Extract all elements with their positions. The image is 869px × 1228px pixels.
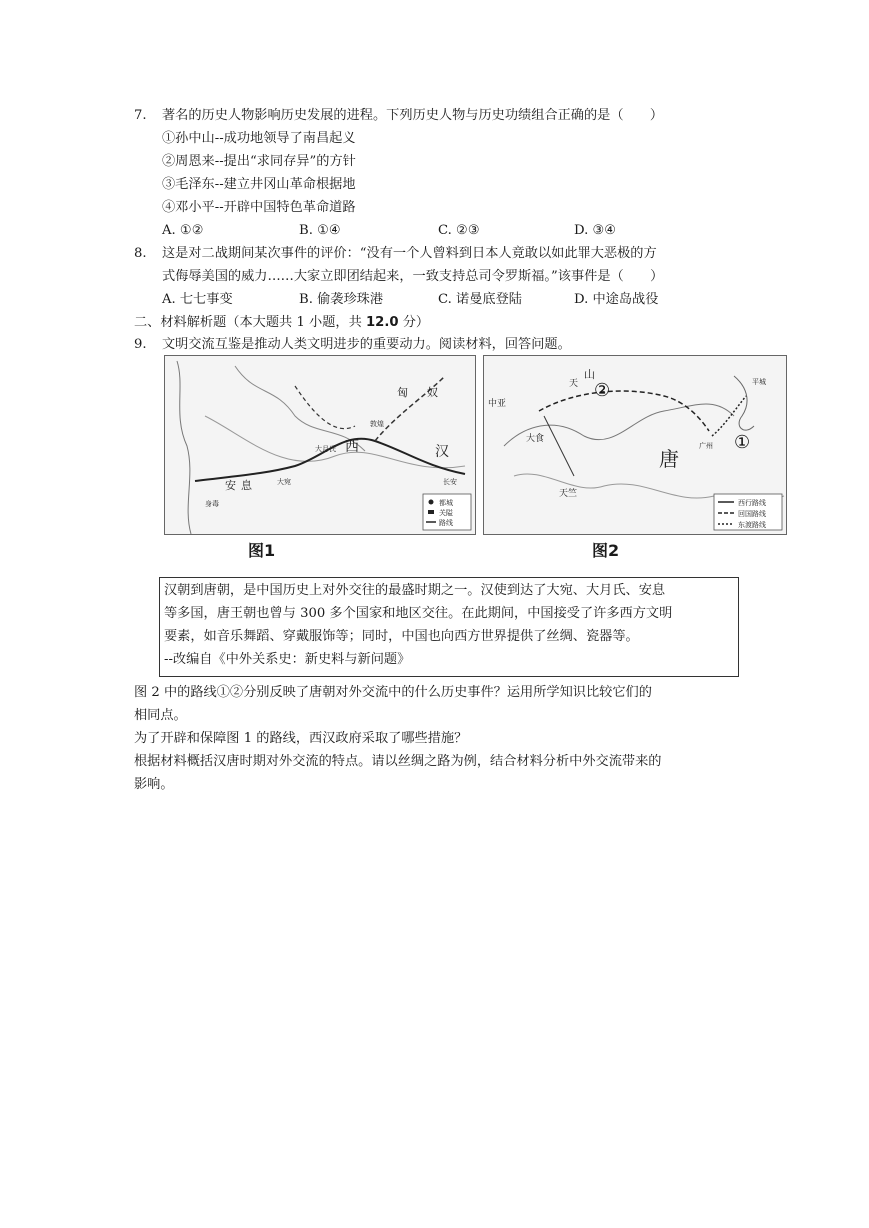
q8-stem-line2: 式侮辱美国的威力……大家立即团结起来，一致支持总司令罗斯福。”该事件是（ ） xyxy=(162,269,664,284)
fig1-label: 身毒 xyxy=(205,500,219,508)
q9-subquestion-1: 图 2 中的路线①②分别反映了唐朝对外交流中的什么历史事件？运用所学知识比较它们的 xyxy=(134,685,652,700)
q8-number: 8. xyxy=(134,246,147,261)
fig1-label: 安 xyxy=(225,479,236,492)
capital-marker-icon xyxy=(429,500,434,505)
pass-marker-icon xyxy=(428,510,434,514)
q9-subquestion-2: 为了开辟和保障图 1 的路线，西汉政府采取了哪些措施？ xyxy=(134,731,468,746)
route-west xyxy=(544,416,574,476)
fig2-label: 山 xyxy=(584,368,595,381)
q8-stem-line1: 这是对二战期间某次事件的评价：“没有一个人曾料到日本人竟敢以如此罪大恶极的方 xyxy=(162,246,657,261)
fig2-label: 广州 xyxy=(699,442,713,450)
fig1-label: 大月氏 xyxy=(315,445,336,453)
fig2-label: 大食 xyxy=(526,434,545,444)
fig1-label: 匈 xyxy=(397,386,408,399)
q8-option-a[interactable]: A. 七七事变 xyxy=(162,292,233,307)
fig2-label: 唐 xyxy=(659,447,679,471)
fig1-label: 息 xyxy=(241,479,252,492)
q9-subquestion-3: 根据材料概括汉唐时期对外交流的特点。请以丝绸之路为例，结合材料分析中外交流带来的 xyxy=(134,754,662,769)
figure-1-svg xyxy=(165,356,475,534)
q7-item-2: ②周恩来--提出“求同存异”的方针 xyxy=(162,154,356,169)
route-1-marker: ① xyxy=(734,432,751,453)
fig1-legend-item: 关隘 xyxy=(439,509,453,517)
section-score: 12.0 xyxy=(365,315,399,330)
fig2-label: 天 xyxy=(569,379,579,389)
q7-item-3: ③毛泽东--建立井冈山革命根据地 xyxy=(162,177,356,192)
q9-stem: 文明交流互鉴是推动人类文明进步的重要动力。阅读材料，回答问题。 xyxy=(162,337,571,352)
fig1-label: 奴 xyxy=(427,386,438,399)
material-box xyxy=(159,577,739,677)
material-source: --改编自《中外关系史：新史料与新问题》 xyxy=(164,652,411,667)
material-line: 汉朝到唐朝，是中国历史上对外交往的最盛时期之一。汉使到达了大宛、大月氏、安息 xyxy=(164,583,666,598)
fig1-legend-item: 都城 xyxy=(439,499,453,507)
q8-option-b[interactable]: B. 偷袭珍珠港 xyxy=(299,292,384,307)
q7-item-1: ①孙中山--成功地领导了南昌起义 xyxy=(162,131,356,146)
q7-option-b[interactable]: B. ①④ xyxy=(299,223,341,238)
coastline xyxy=(177,361,191,534)
fig1-legend-item: 路线 xyxy=(439,519,453,527)
figure-2-svg xyxy=(484,356,786,534)
fig2-legend-item: 东渡路线 xyxy=(738,521,766,529)
fig2-label: 天竺 xyxy=(559,489,578,499)
q7-stem: 著名的历史人物影响历史发展的进程。下列历史人物与历史功绩组合正确的是（ ） xyxy=(162,108,664,123)
fig1-label: 敦煌 xyxy=(370,420,384,428)
q9-subquestion-1-cont: 相同点。 xyxy=(134,708,187,723)
fig1-label: 西 xyxy=(345,439,359,455)
section-heading-prefix: 二、材料解析题（本大题共 1 小题，共 xyxy=(134,315,366,330)
q9-number: 9. xyxy=(134,337,147,352)
fig1-label: 长安 xyxy=(443,478,457,486)
route-2-marker: ② xyxy=(594,380,611,401)
q7-option-c[interactable]: C. ②③ xyxy=(438,223,480,238)
section-heading xyxy=(134,313,429,333)
section-heading-suffix: 分） xyxy=(398,315,430,330)
route-north xyxy=(295,386,355,429)
q7-item-4: ④邓小平--开辟中国特色革命道路 xyxy=(162,200,356,215)
route-2-line xyxy=(539,391,709,431)
border xyxy=(205,416,465,468)
q7-number: 7. xyxy=(134,108,147,123)
fig2-label: 平城 xyxy=(752,378,766,386)
q7-option-d[interactable]: D. ③④ xyxy=(574,223,617,238)
q7-option-a[interactable]: A. ①② xyxy=(162,223,204,238)
fig2-legend-item: 回国路线 xyxy=(738,510,766,518)
figure-2-caption: 图2 xyxy=(592,541,620,560)
fig2-legend-item: 西行路线 xyxy=(738,499,766,507)
q8-option-d[interactable]: D. 中途岛战役 xyxy=(574,292,659,307)
fig1-label: 大宛 xyxy=(277,478,291,486)
figure-1-map xyxy=(164,355,476,535)
route-1-line xyxy=(712,396,746,436)
fig2-label: 中亚 xyxy=(488,399,507,409)
material-line: 要素，如音乐舞蹈、穿戴服饰等；同时，中国也向西方世界提供了丝绸、瓷器等。 xyxy=(164,629,639,644)
q9-subquestion-3-cont: 影响。 xyxy=(134,777,174,792)
material-line: 等多国，唐王朝也曾与 300 多个国家和地区交往。在此期间，中国接受了许多西方文明 xyxy=(164,606,673,621)
q8-option-c[interactable]: C. 诺曼底登陆 xyxy=(438,292,522,307)
figure-2-map xyxy=(483,355,787,535)
japan-coast xyxy=(734,376,754,430)
fig1-label: 汉 xyxy=(435,444,449,460)
figure-1-caption: 图1 xyxy=(248,541,276,560)
